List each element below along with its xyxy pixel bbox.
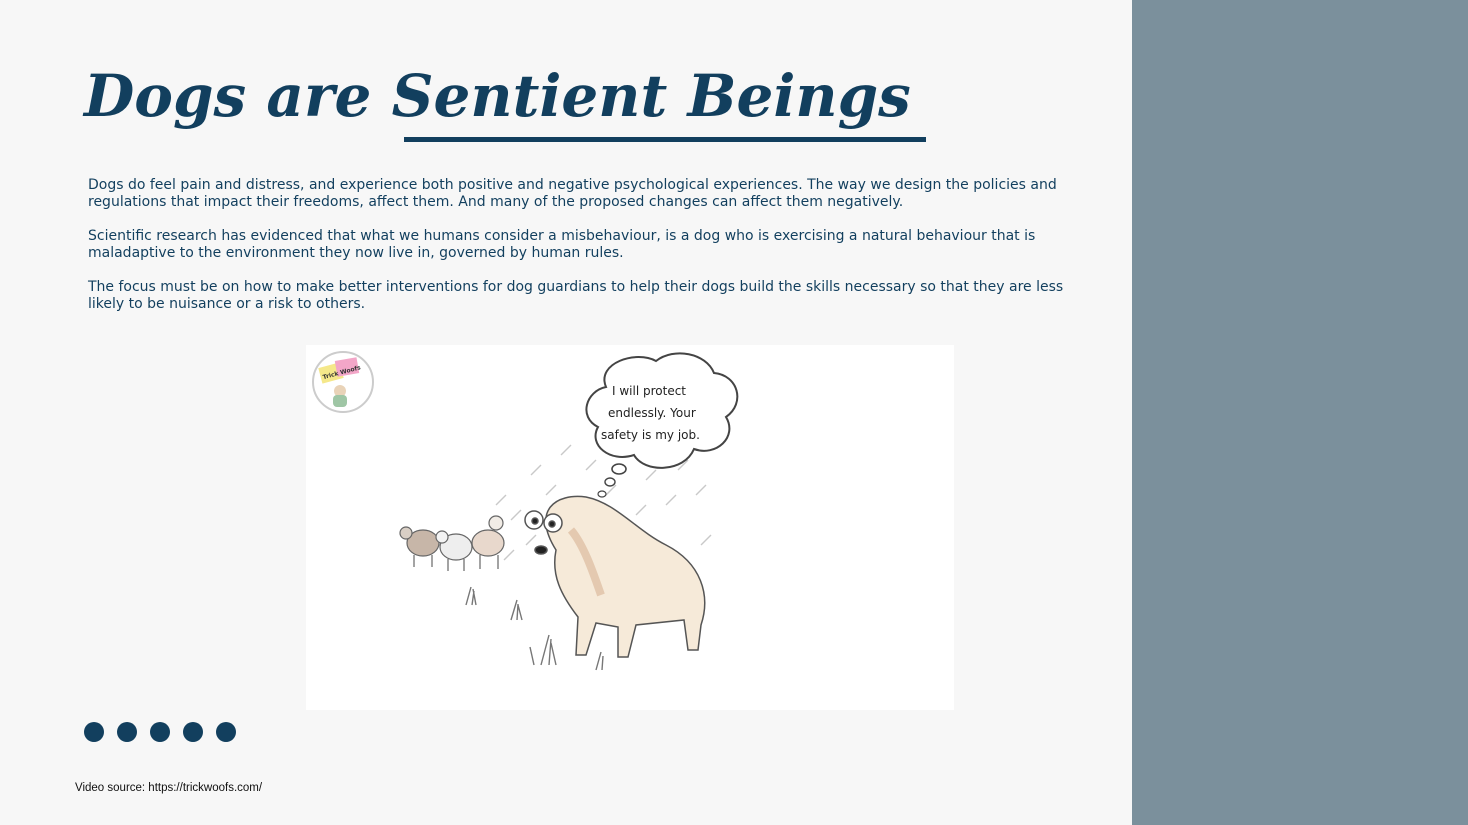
slide-title: Dogs are Sentient Beings	[84, 62, 911, 130]
pagination-dots	[84, 722, 236, 742]
trickwoofs-logo	[313, 352, 373, 412]
bubble-line-2: endlessly. Your	[608, 406, 696, 420]
paragraph-1: Dogs do feel pain and distress, and experience both positive and negative psychological experiences. The way we design the policies and regulations that impact their freedoms, affect them. And many of the proposed changes can affect them negatively.	[88, 177, 1057, 210]
dot-icon[interactable]	[84, 722, 104, 742]
paragraph-2: Scientific research has evidenced that what we humans consider a misbehaviour, is a dog who is exercising a natural behaviour that is maladaptive to the environment they now live in, governed by human rules.	[88, 228, 1036, 261]
side-panel	[1132, 0, 1468, 825]
thought-bubble	[586, 353, 737, 497]
dot-icon[interactable]	[216, 722, 236, 742]
paragraph-3: The focus must be on how to make better interventions for dog guardians to help their dogs build the skills necessary so that they are less likely to be nuisance or a risk to others.	[88, 279, 1064, 312]
dot-icon[interactable]	[117, 722, 137, 742]
sheep-group	[400, 516, 504, 571]
dot-icon[interactable]	[150, 722, 170, 742]
body-text	[88, 177, 1088, 330]
dog-figure	[525, 496, 705, 657]
dog-illustration	[306, 345, 954, 710]
title-underline	[404, 137, 926, 142]
video-thumbnail[interactable]	[306, 345, 954, 710]
dot-icon[interactable]	[183, 722, 203, 742]
logo-text: Trick Woofs	[322, 364, 362, 382]
video-source-caption: Video source: https://trickwoofs.com/	[75, 782, 263, 794]
bubble-line-3: safety is my job.	[601, 428, 700, 442]
bubble-line-1: I will protect	[612, 384, 687, 398]
